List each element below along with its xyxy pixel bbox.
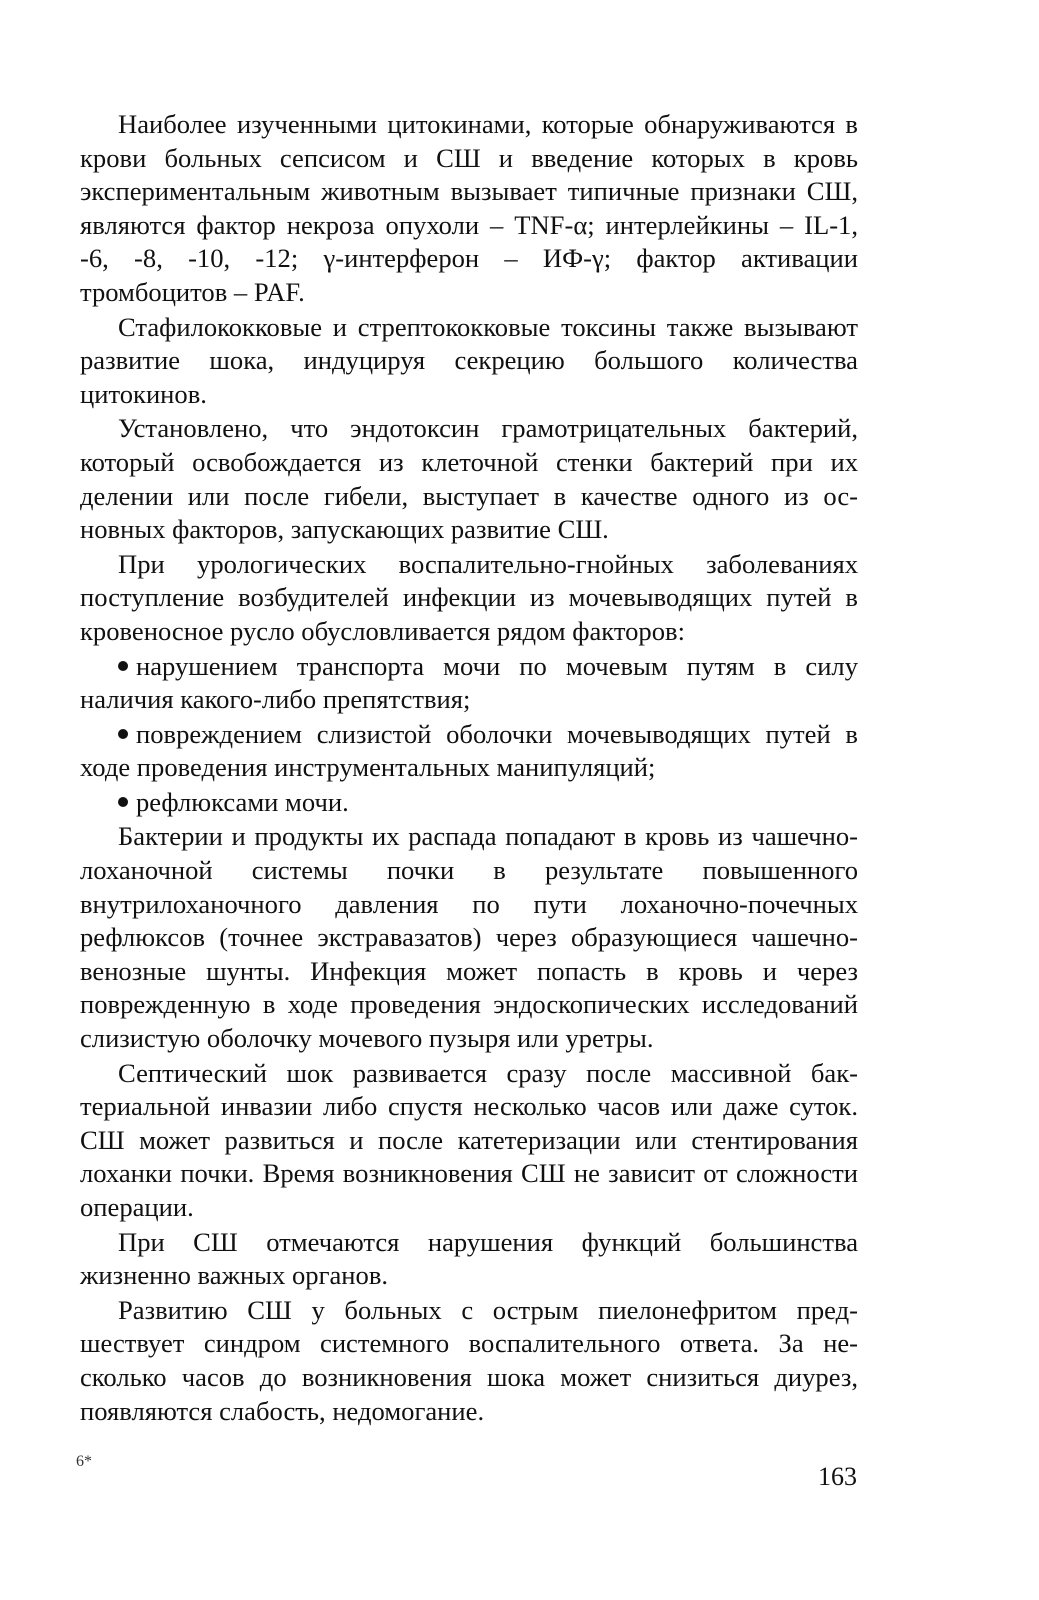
list-item-text: нарушением транспорта мочи по мочевым путям в силу наличия какого-либо препятствия;: [80, 650, 858, 715]
page-number: 163: [818, 1462, 857, 1491]
paragraph-shock-onset: Септический шок развивается сразу после массивной бактериальной инвазии либо спустя несколько часов или даже суток. СШ может развиться и после катетеризации или стентирования лоханки почки. Время возникновения СШ не зависит от сложности операции.: [80, 1057, 858, 1222]
list-item: [80, 718, 858, 785]
paragraph-bacteria-spread: Бактерии и продукты их распада попадают в кровь из чашечно-лоханочной системы почки в результате повышенного внутрилоханочного давления по пути лоханочно-почечных рефлюксов (точнее экстравазатов) через образующиеся чашечно-венозные шунты. Инфекция может попасть в кровь и через поврежденную в ходе проведения эндоскопических исследований слизистую оболочку мочевого пузыря или уретры.: [80, 821, 858, 1054]
bullet-icon: [118, 729, 128, 739]
signature-mark: 6*: [76, 1453, 92, 1470]
list-item-text: повреждением слизистой оболочки мочевыводящих путей в ходе проведения инструментальных манипуляций;: [80, 718, 858, 783]
paragraph-toxins: Стафилококковые и стрептококковые токсины также вызывают развитие шока, индуцируя секрецию большого количества цитокинов.: [80, 311, 858, 409]
bullet-icon: [118, 661, 128, 671]
paragraph-urological-factors: При урологических воспалительно-гнойных заболеваниях поступление возбудителей инфекции из мочевыводящих путей в кровеносное русло обусловливается рядом факторов:: [80, 548, 858, 646]
list-item: [80, 650, 858, 717]
paragraph-endotoxin: Установлено, что эндотоксин грамотрицательных бактерий, который освобождается из клеточной стенки бактерий при их делении или после гибели, выступает в качестве одного из основных факторов, запускающих развитие СШ.: [80, 413, 858, 545]
paragraph-pyelonephritis: Развитию СШ у больных с острым пиелонефритом предшествует синдром системного воспалительного ответа. За несколько часов до возникновения шока может снизиться диурез, появляются слабость, недомогание.: [80, 1294, 858, 1426]
body-text: [80, 108, 858, 1429]
paragraph-cytokines: Наиболее изученными цитокинами, которые обнаруживаются в крови больных сепсисом и СШ и введение которых в кровь экспериментальным животным вызывает типичные признаки СШ, являются фактор некроза опухоли – TNF-α; интерлейкины – IL-1, -6, -8, -10, -12; γ-интерферон – ИФ-γ; фактор активации тромбоцитов – PAF.: [80, 109, 858, 307]
list-item-text: рефлюксами мочи.: [136, 786, 349, 817]
bullet-icon: [118, 797, 128, 807]
list-item: [80, 786, 858, 820]
paragraph-organ-dysfunction: При СШ отмечаются нарушения функций большинства жизненно важных органов.: [80, 1226, 858, 1291]
